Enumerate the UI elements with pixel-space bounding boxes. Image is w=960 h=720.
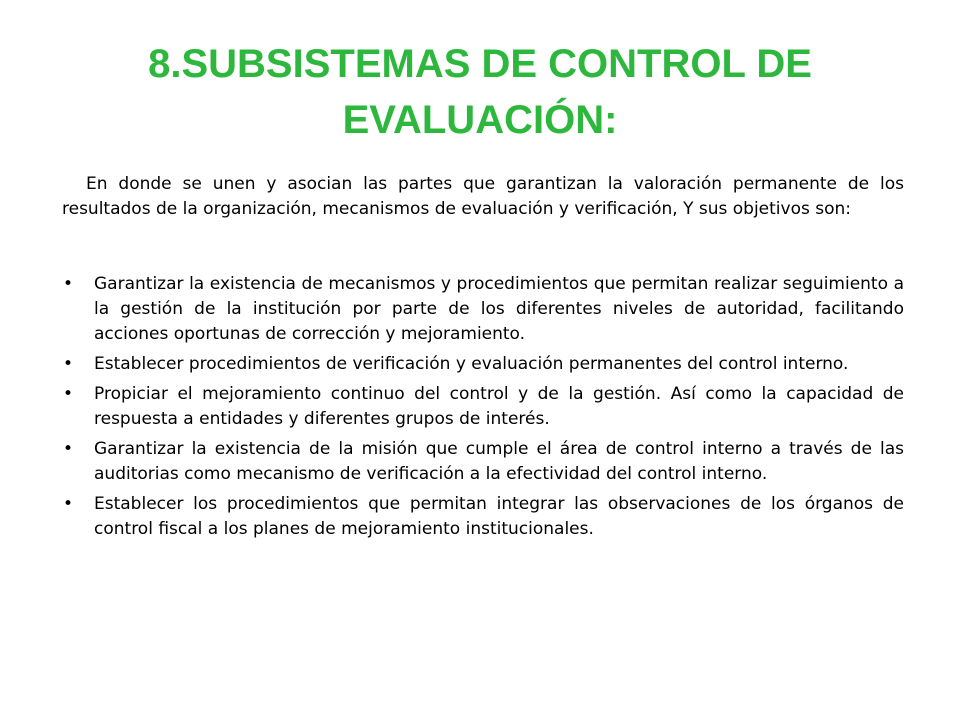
list-item [62,382,904,432]
objectives-list [62,272,904,547]
bullet-icon: • [62,494,74,514]
list-item-text: Garantizar la existencia de mecanismos y procedimientos que permitan realizar seguimiento a la gestión de la institución por parte de los diferentes niveles de autoridad, facilitando acciones oportunas de corrección y mejoramiento. [94,274,904,344]
list-item [62,437,904,487]
list-item [62,272,904,347]
bullet-icon: • [62,384,74,404]
list-item [62,492,904,542]
intro-paragraph: En donde se unen y asocian las partes que garantizan la valoración permanente de los resultados de la organización, mecanismos de evaluación y verificación, Y sus objetivos son: [62,174,904,219]
list-item-text: Propiciar el mejoramiento continuo del control y de la gestión. Así como la capacidad de respuesta a entidades y diferentes grupos de interés. [94,384,904,429]
slide-title: 8.SUBSISTEMAS DE CONTROL DE EVALUACIÓN: [148,42,812,142]
list-item-text: Establecer procedimientos de verificación y evaluación permanentes del control interno. [94,354,849,374]
bullet-icon: • [62,274,74,294]
bullet-icon: • [62,354,74,374]
list-item [62,352,904,377]
list-item-text: Establecer los procedimientos que permitan integrar las observaciones de los órganos de control fiscal a los planes de mejoramiento institucionales. [94,494,904,539]
list-item-text: Garantizar la existencia de la misión que cumple el área de control interno a través de las auditorias como mecanismo de verificación a la efectividad del control interno. [94,439,904,484]
bullet-icon: • [62,439,74,459]
